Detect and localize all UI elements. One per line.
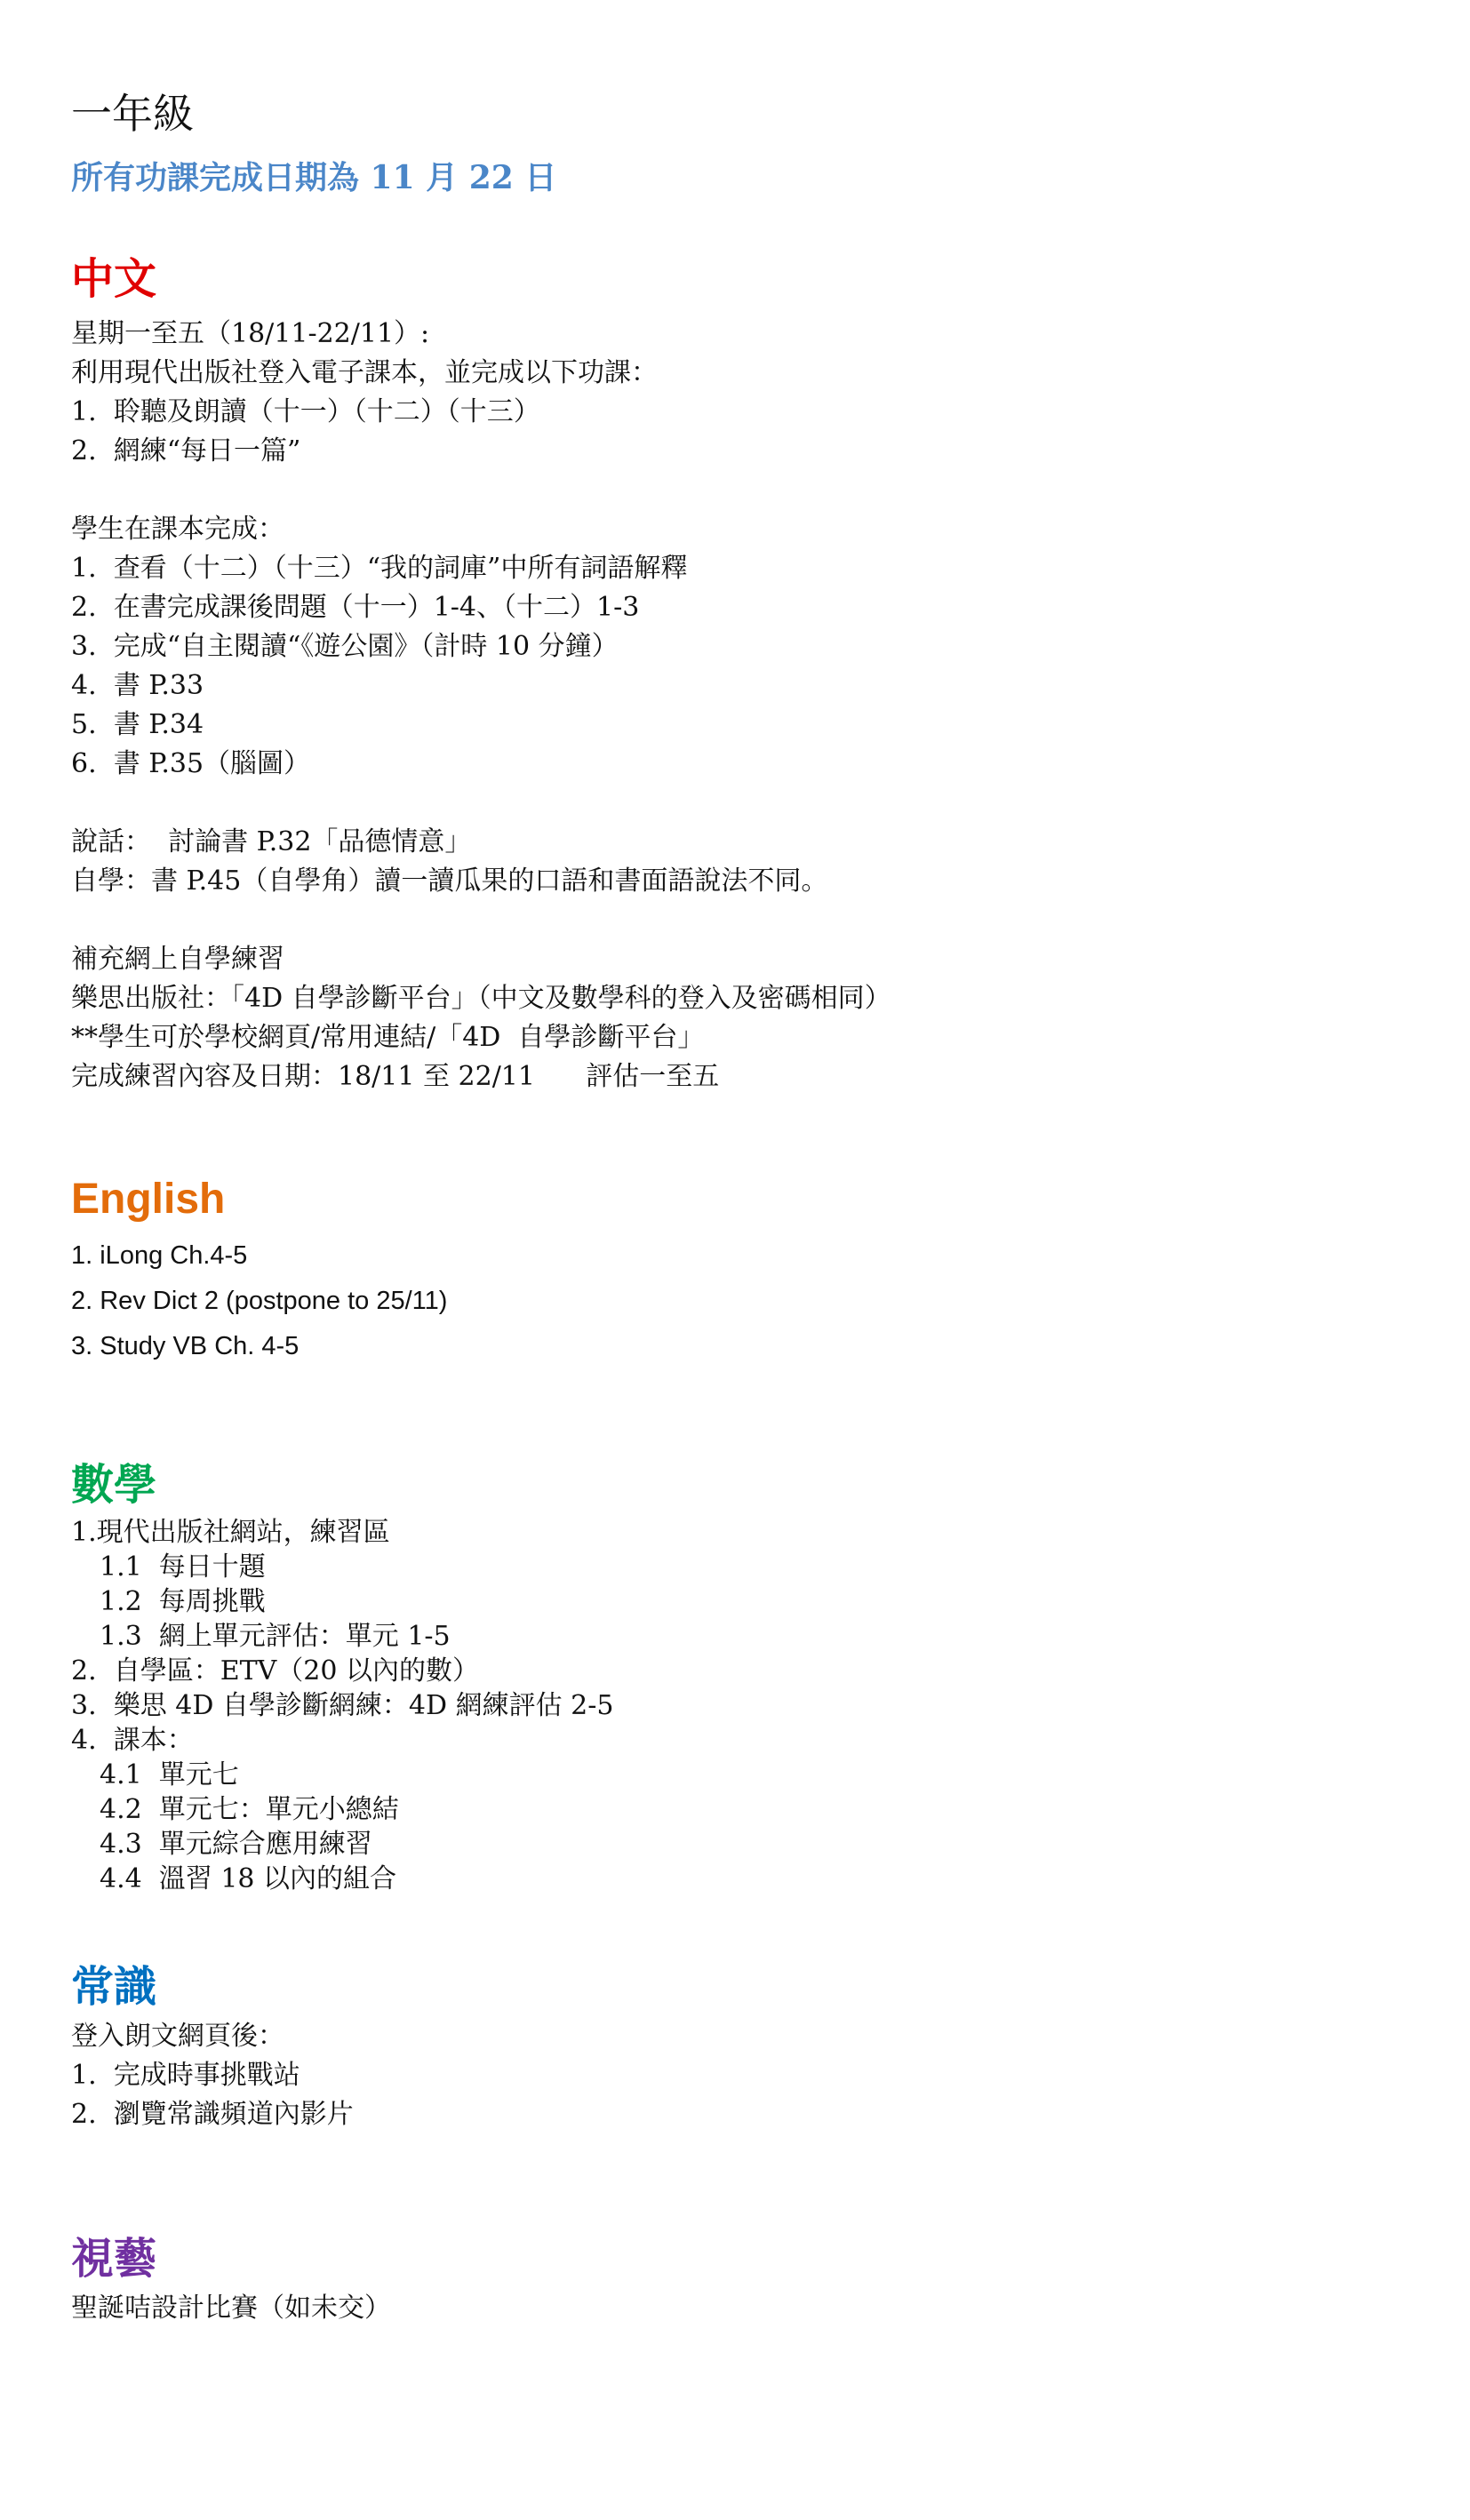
chinese-line: 3. 完成“自主閱讀“《遊公園》（計時 10 分鐘） xyxy=(71,631,619,662)
chinese-line: 1. 查看（十二）（十三）“我的詞庫”中所有詞語解釋 xyxy=(71,553,688,584)
visual-arts-section xyxy=(71,2232,1404,2328)
chinese-line: 2. 在書完成課後問題（十一）1-4、（十二）1-3 xyxy=(71,592,640,623)
math-item: 1.現代出版社網站，練習區 xyxy=(71,1517,390,1548)
chinese-line: 樂思出版社：「4D 自學診斷平台」（中文及數學科的登入及密碼相同） xyxy=(71,983,891,1014)
math-section xyxy=(71,1458,1404,1896)
english-item: 3. Study VB Ch. 4-5 xyxy=(71,1332,300,1360)
math-subitem: 4.4 溫習 18 以內的組合 xyxy=(100,1863,397,1894)
english-section xyxy=(71,1173,1404,1369)
chinese-line: 星期一至五（18/11-22/11）: xyxy=(71,318,430,349)
math-item: 4. 課本： xyxy=(71,1725,194,1756)
math-subitem: 4.3 單元綜合應用練習 xyxy=(100,1829,372,1860)
chinese-line: 完成練習內容及日期：18/11 至 22/11 評估一至五 xyxy=(71,1061,720,1092)
general-studies-item: 登入朗文網頁後： xyxy=(71,2021,284,2052)
chinese-line: 說話： 討論書 P.32「品德情意」 xyxy=(71,826,472,857)
chinese-line: 學生在課本完成： xyxy=(71,514,284,545)
english-heading: English xyxy=(71,1176,226,1223)
chinese-section xyxy=(71,252,1404,1097)
chinese-line: 1. 聆聽及朗讀（十一）（十二）（十三） xyxy=(71,396,540,427)
english-item: 2. Rev Dict 2 (postpone to 25/11) xyxy=(71,1287,448,1315)
chinese-line: 5. 書 P.34 xyxy=(71,709,204,740)
chinese-line: 自學：書 P.45（自學角）讀一讀瓜果的口語和書面語說法不同。 xyxy=(71,865,828,897)
visual-arts-item: 聖誕咭設計比賽（如未交） xyxy=(71,2293,391,2324)
general-studies-section xyxy=(71,1960,1404,2134)
math-item: 3. 樂思 4D 自學診斷網練：4D 網練評估 2-5 xyxy=(71,1690,614,1721)
chinese-line: 4. 書 P.33 xyxy=(71,670,204,701)
general-studies-item: 1. 完成時事挑戰站 xyxy=(71,2060,300,2091)
chinese-line: 補充網上自學練習 xyxy=(71,944,284,975)
math-heading: 數學 xyxy=(71,1460,157,1510)
general-studies-item: 2. 瀏覽常識頻道內影片 xyxy=(71,2099,354,2130)
math-subitem: 1.1 每日十題 xyxy=(100,1551,266,1583)
math-item: 2. 自學區：ETV（20 以內的數） xyxy=(71,1655,479,1687)
general-studies-heading: 常識 xyxy=(71,1962,157,2012)
chinese-line: **學生可於學校網頁/常用連結/「4D 自學診斷平台」 xyxy=(71,1022,705,1053)
chinese-line: 2. 網練“每日一篇” xyxy=(71,435,301,467)
math-subitem: 4.2 單元七：單元小總結 xyxy=(100,1794,399,1825)
math-subitem: 1.2 每周挑戰 xyxy=(100,1586,266,1617)
visual-arts-heading: 視藝 xyxy=(71,2234,157,2284)
math-subitem: 4.1 單元七 xyxy=(100,1759,239,1790)
deadline-note: 所有功課完成日期為 11 月 22 日 xyxy=(71,159,557,196)
english-item: 1. iLong Ch.4-5 xyxy=(71,1241,248,1270)
chinese-line: 利用現代出版社登入電子課本，並完成以下功課： xyxy=(71,357,658,388)
math-subitem: 1.3 網上單元評估：單元 1-5 xyxy=(100,1621,451,1652)
document-page xyxy=(71,89,1404,2328)
chinese-heading: 中文 xyxy=(71,254,157,304)
chinese-line: 6. 書 P.35（腦圖） xyxy=(71,748,311,779)
grade-title: 一年級 xyxy=(71,90,194,138)
